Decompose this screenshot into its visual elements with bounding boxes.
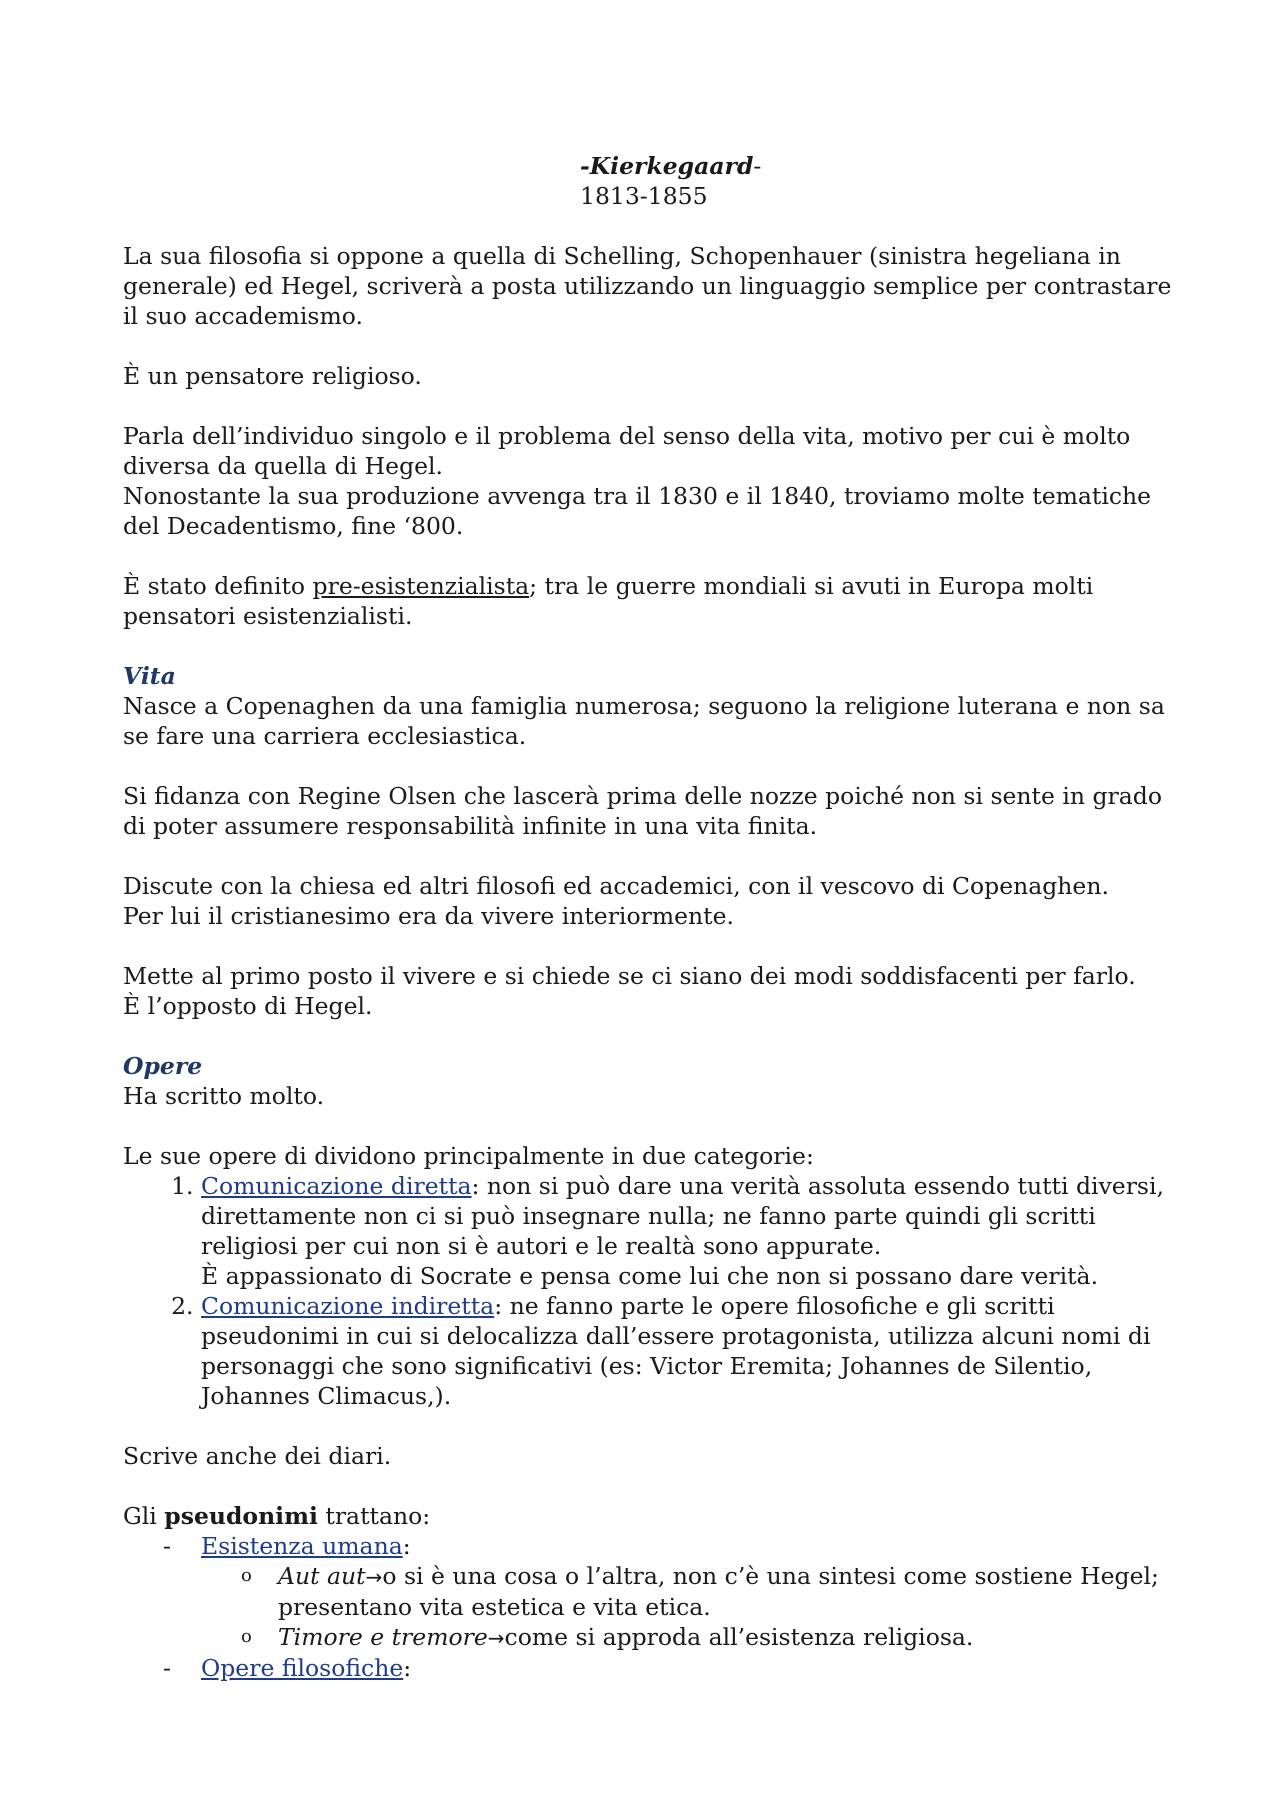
years: 1813-1855: [580, 182, 708, 210]
term-link-comunicazione-indiretta[interactable]: Comunicazione indiretta: [201, 1292, 495, 1320]
arrow-right-icon: →: [365, 1565, 383, 1589]
pseudonimi-paragraph: Gli pseudonimi trattano:: [123, 1502, 431, 1530]
dash-bullet: -: [163, 1532, 171, 1560]
term-link-esistenza-umana[interactable]: Esistenza umana: [201, 1532, 403, 1560]
document-body: [123, 151, 1183, 1683]
intro-paragraph: Nonostante la sua produzione avvenga tra il 1830 e il 1840, troviamo molte tematiche del Decadentismo, fine ‘800.: [123, 482, 1152, 540]
term-link-opere-filosofiche[interactable]: Opere filosofiche: [201, 1654, 404, 1682]
works-list: [123, 1171, 1183, 1411]
vita-paragraph: Mette al primo posto il vivere e si chiede se ci siano dei modi soddisfacenti per farlo.: [123, 962, 1136, 990]
dash-bullet: -: [163, 1654, 171, 1682]
list-item: - Esistenza umana: o Aut aut→o si è una cosa o l’altra, non c’è una sintesi come sostiene Hegel; presentano vita estetica e vita etica. o Timore e tremore→come si approda all’esistenza religiosa.: [123, 1531, 1183, 1653]
vita-paragraph: Nasce a Copenaghen da una famiglia numerosa; seguono la religione luterana e non sa se fare una carriera ecclesiastica.: [123, 692, 1165, 750]
opere-paragraph: Scrive anche dei diari.: [123, 1442, 392, 1470]
title-block: [580, 151, 1183, 211]
vita-paragraph: Si fidanza con Regine Olsen che lascerà prima delle nozze poiché non si sente in grado di poter assumere responsabilità infinite in una vita finita.: [123, 782, 1162, 840]
list-item: 2. Comunicazione indiretta: ne fanno parte le opere filosofiche e gli scritti pseudonimi in cui si delocalizza dall’essere protagonista, utilizza alcuni nomi di personaggi che sono significativi (es: Victor Eremita; Johannes de Silentio, Johannes Climacus,).: [201, 1291, 1183, 1411]
opere-paragraph: Le sue opere di dividono principalmente in due categorie:: [123, 1142, 814, 1170]
section-heading-vita: Vita: [123, 662, 176, 690]
list-item: 1. Comunicazione diretta: non si può dare una verità assoluta essendo tutti diversi, direttamente non ci si può insegnare nulla; ne fanno parte quindi gli scritti religiosi per cui non si è autori e le realtà sono appurate. È appassionato di Socrate e pensa come lui che non si possano dare verità.: [201, 1171, 1183, 1291]
preexist-term: pre-esistenzialista: [312, 572, 530, 600]
list-item: - Opere filosofiche:: [163, 1654, 412, 1682]
section-heading-opere: Opere: [123, 1052, 203, 1080]
intro-paragraph: La sua filosofia si oppone a quella di Schelling, Schopenhauer (sinistra hegeliana in generale) ed Hegel, scriverà a posta utilizzando un linguaggio semplice per contrastare il suo accademismo.: [123, 242, 1172, 330]
list-item: o Timore e tremore→come si approda all’esistenza religiosa.: [241, 1623, 974, 1651]
sub-list: [201, 1561, 1183, 1653]
intro-paragraph: È un pensatore religioso.: [123, 362, 422, 390]
intro-paragraph: Parla dell’individuo singolo e il problema del senso della vita, motivo per cui è molto diversa da quella di Hegel.: [123, 422, 1131, 480]
term-link-comunicazione-diretta[interactable]: Comunicazione diretta: [201, 1172, 472, 1200]
circle-bullet: o: [241, 1626, 252, 1647]
page-title: -Kierkegaard-: [580, 152, 762, 180]
circle-bullet: o: [241, 1565, 252, 1586]
pseudonimi-list: [123, 1531, 1183, 1683]
arrow-right-icon: →: [487, 1626, 505, 1650]
preexist-paragraph: È stato definito pre-esistenzialista; tra le guerre mondiali si avuti in Europa molti pensatori esistenzialisti.: [123, 572, 1094, 630]
vita-paragraph: Per lui il cristianesimo era da vivere interiormente.: [123, 902, 734, 930]
opere-paragraph: Ha scritto molto.: [123, 1082, 325, 1110]
vita-paragraph: È l’opposto di Hegel.: [123, 992, 373, 1020]
list-item: o Aut aut→o si è una cosa o l’altra, non c’è una sintesi come sostiene Hegel; presentano vita estetica e vita etica.: [241, 1562, 1159, 1621]
vita-paragraph: Discute con la chiesa ed altri filosofi ed accademici, con il vescovo di Copenaghen.: [123, 872, 1109, 900]
